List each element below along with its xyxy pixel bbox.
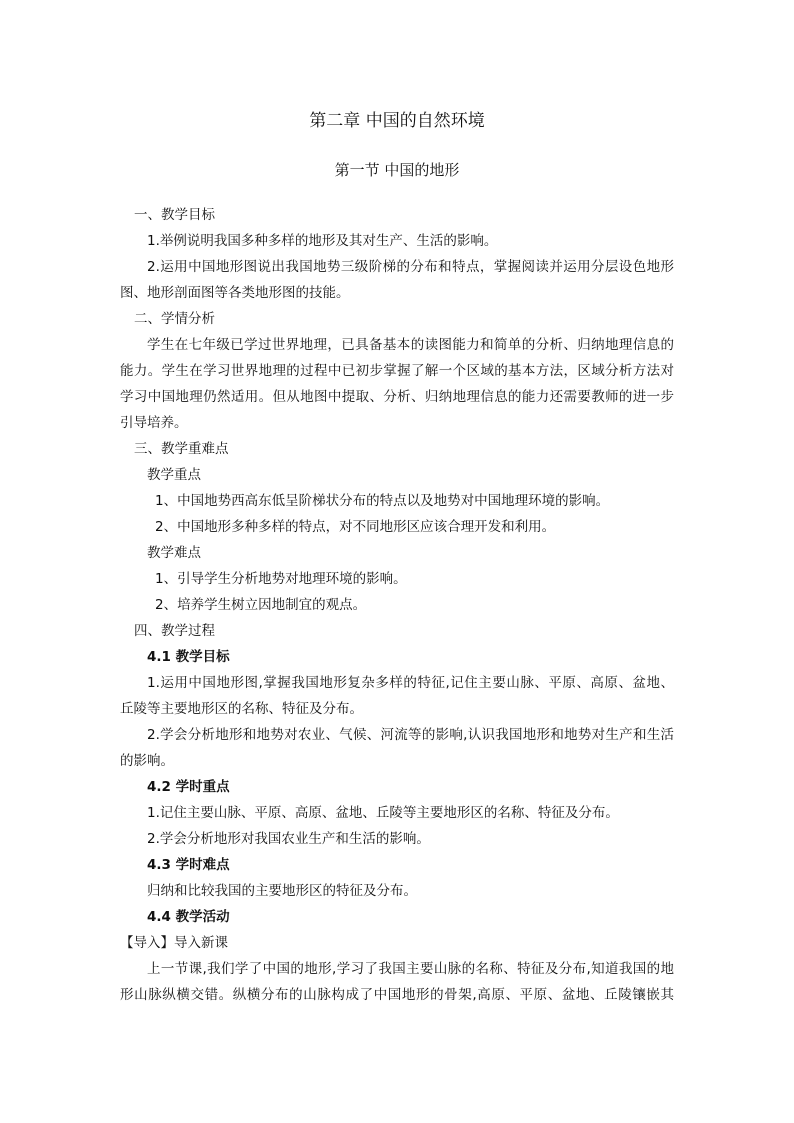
section-title: 第一节 中国的地形 — [334, 161, 460, 179]
process-objective-1-line-2: 丘陵等主要地形区的名称、特征及分布。 — [120, 701, 363, 717]
difficult-point-1: 1、引导学生分析地势对地理环境的影响。 — [155, 571, 407, 587]
activity-intro-line-2: 形山脉纵横交错。纵横分布的山脉构成了中国地形的骨架,高原、平原、盆地、丘陵镶嵌其 — [120, 987, 674, 1003]
learner-analysis-line-2: 能力。学生在学习世界地理的过程中已初步掌握了解一个区域的基本方法，区域分析方法对 — [120, 363, 674, 379]
key-point-1: 1、中国地势西高东低呈阶梯状分布的特点以及地势对中国地理环境的影响。 — [155, 493, 610, 509]
lesson-key-2: 2.学会分析地形对我国农业生产和生活的影响。 — [147, 831, 430, 847]
process-objective-2-line-1: 2.学会分析地形和地势对农业、气候、河流等的影响,认识我国地形和地势对生产和生活 — [147, 727, 674, 743]
lesson-difficulty: 归纳和比较我国的主要地形区的特征及分布。 — [147, 883, 417, 899]
learner-analysis-line-3: 学习中国地理仍然适用。但从地图中提取、分析、归纳地理信息的能力还需要教师的进一步 — [120, 389, 674, 405]
subheading-4-4: 4.4 教学活动 — [147, 909, 230, 925]
difficult-point-2: 2、培养学生树立因地制宜的观点。 — [155, 597, 367, 613]
chapter-title: 第二章 中国的自然环境 — [309, 111, 485, 131]
subheading-4-1: 4.1 教学目标 — [147, 649, 230, 665]
heading-teaching-process: 四、教学过程 — [134, 623, 215, 639]
key-point-2: 2、中国地形多种多样的特点，对不同地形区应该合理开发和利用。 — [155, 519, 556, 535]
activity-intro-heading: 【导入】导入新课 — [120, 935, 228, 951]
subheading-key-points: 教学重点 — [147, 467, 201, 483]
process-objective-1-line-1: 1.运用中国地形图,掌握我国地形复杂多样的特征,记住主要山脉、平原、高原、盆地、 — [147, 675, 674, 691]
subheading-4-3: 4.3 学时难点 — [147, 857, 230, 873]
subheading-4-2: 4.2 学时重点 — [147, 779, 230, 795]
learner-analysis-line-4: 引导培养。 — [120, 415, 188, 431]
objective-item-2-line-1: 2.运用中国地形图说出我国地势三级阶梯的分布和特点，掌握阅读并运用分层设色地形 — [147, 259, 674, 275]
objective-item-1: 1.举例说明我国多种多样的地形及其对生产、生活的影响。 — [147, 233, 498, 249]
heading-learner-analysis: 二、学情分析 — [134, 311, 215, 327]
lesson-key-1: 1.记住主要山脉、平原、高原、盆地、丘陵等主要地形区的名称、特征及分布。 — [147, 805, 619, 821]
objective-item-2-line-2: 图、地形剖面图等各类地形图的技能。 — [120, 285, 350, 301]
process-objective-2-line-2: 的影响。 — [120, 753, 174, 769]
heading-teaching-objectives: 一、教学目标 — [134, 207, 215, 223]
activity-intro-line-1: 上一节课,我们学了中国的地形,学习了我国主要山脉的名称、特征及分布,知道我国的地 — [147, 961, 674, 977]
learner-analysis-line-1: 学生在七年级已学过世界地理，已具备基本的读图能力和简单的分析、归纳地理信息的 — [147, 337, 674, 353]
heading-key-difficult-points: 三、教学重难点 — [134, 441, 229, 457]
subheading-difficult-points: 教学难点 — [147, 545, 201, 561]
